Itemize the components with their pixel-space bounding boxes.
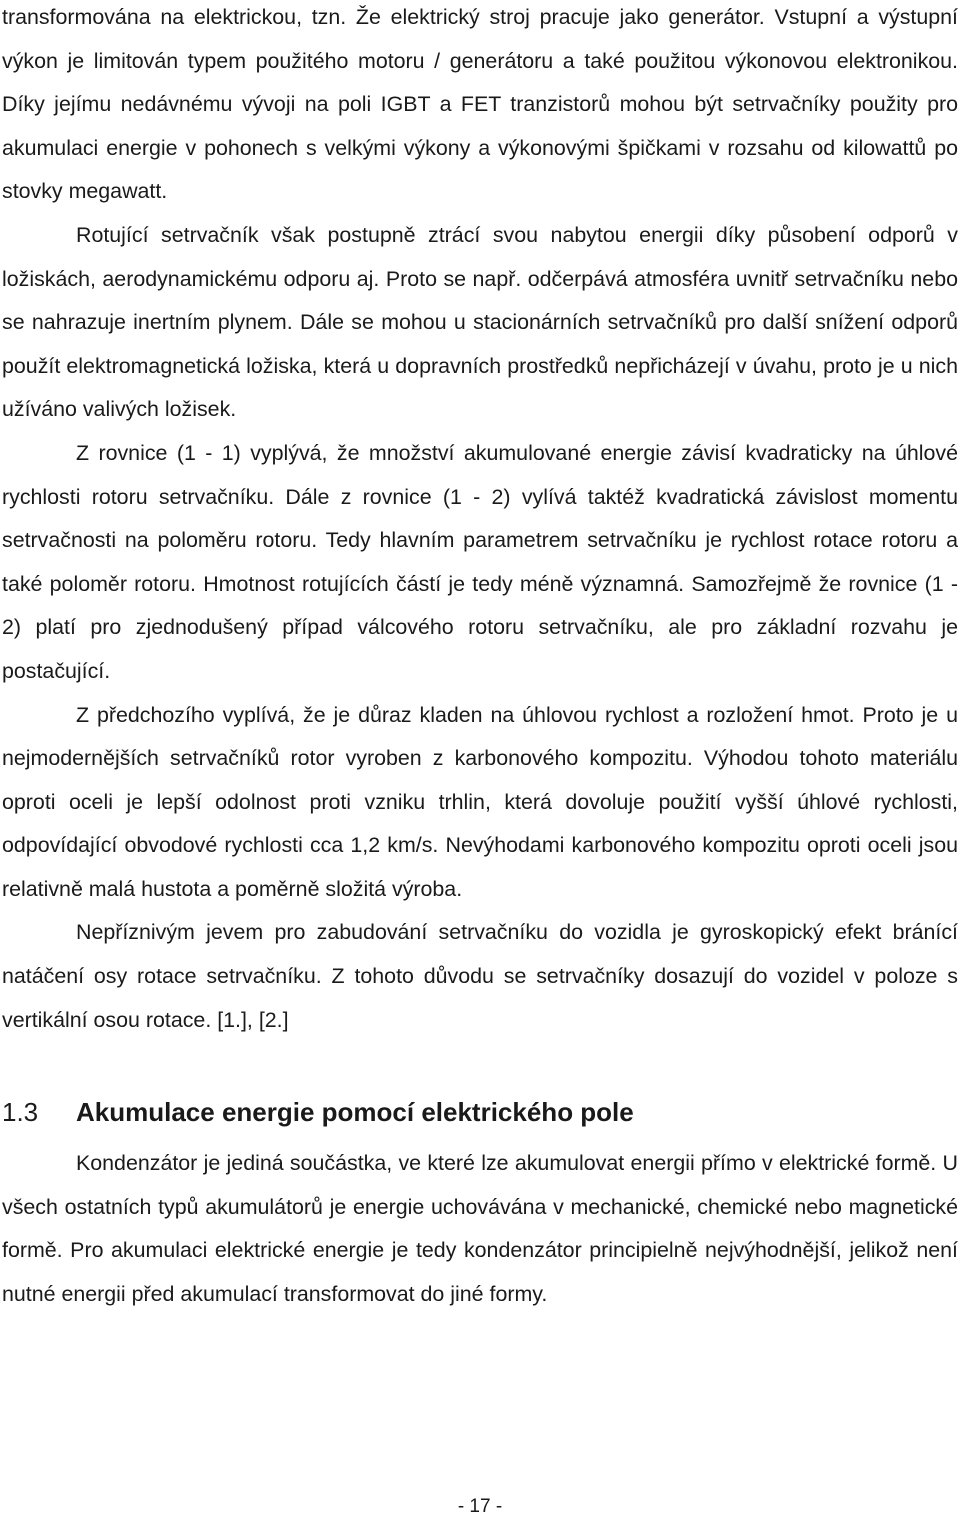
- paragraph-capacitor: Kondenzátor je jediná součástka, ve které lze akumulovat energii přímo v elektrické formě. U všech ostatních typů akumulátorů je energie uchovávána v mechanické, chemické nebo magnetické formě. Pro akumulaci elektrické energie je tedy kondenzátor principielně nejvýhodnější, jelikož není nutné energii před akumulací transformovat do jiné formy.: [2, 1151, 958, 1307]
- paragraph-flywheel-gyroscopic: Nepříznivým jevem pro zabudování setrvačníku do vozidla je gyroskopický efekt bránící natáčení osy rotace setrvačníku. Z tohoto důvodu se setrvačníky dosazují do vozidel v poloze s vertikální osou rotace. [1.], [2.]: [2, 920, 958, 1032]
- paragraph-flywheel-materials: Z předchozího vyplívá, že je důraz kladen na úhlovou rychlost a rozložení hmot. Proto je u nejmodernějších setrvačníků rotor vyroben z karbonového kompozitu. Výhodou tohoto materiálu oproti oceli je lepší odolnost proti vzniku trhlin, která dovoluje použití vyšší úhlové rychlosti, odpovídající obvodové rychlosti cca 1,2 km/s. Nevýhodami karbonového kompozitu oproti oceli jsou relativně malá hustota a poměrně složitá výroba.: [2, 702, 958, 901]
- page-number: - 17 -: [457, 1496, 503, 1517]
- section-number: 1.3: [2, 1097, 39, 1128]
- paragraph-flywheel-power: transformována na elektrickou, tzn. Že elektrický stroj pracuje jako generátor. Vstupní a výstupní výkon je limitován typem použitého motoru / generátoru a také použitou výkonovou elektronikou. Díky jejímu nedávnému vývoji na poli IGBT a FET tranzistorů mohou být setrvačníky použity pro akumulaci energie v pohonech s velkými výkony a výkonovými špičkami v rozsahu od kilowattů po stovky megawatt.: [2, 5, 958, 204]
- paragraph-flywheel-losses: Rotující setrvačník však postupně ztrácí svou nabytou energii díky působení odporů v ložiskách, aerodynamickému odporu aj. Proto se např. odčerpává atmosféra uvnitř setrvačníku nebo se nahrazuje inertním plynem. Dále se mohou u stacionárních setrvačníků pro další snížení odporů použít elektromagnetická ložiska, která u dopravních prostředků nepřicházejí v úvahu, proto je u nich užíváno valivých ložisek.: [2, 222, 958, 422]
- section-heading: [2, 1086, 958, 1138]
- section-title: Akumulace energie pomocí elektrického pole: [76, 1097, 634, 1128]
- paragraph-flywheel-equations: Z rovnice (1 - 1) vyplývá, že množství akumulované energie závisí kvadraticky na úhlové rychlosti rotoru setrvačníku. Dále z rovnice (1 - 2) vylívá taktéž kvadratická závislost momentu setrvačnosti na poloměru rotoru. Tedy hlavním parametrem setrvačníku je rychlost rotace rotoru a také poloměr rotoru. Hmotnost rotujících částí je tedy méně významná. Samozřejmě že rovnice (1 - 2) platí pro zjednodušený případ válcového rotoru setrvačníku, ale pro základní rozvahu je postačující.: [2, 440, 958, 683]
